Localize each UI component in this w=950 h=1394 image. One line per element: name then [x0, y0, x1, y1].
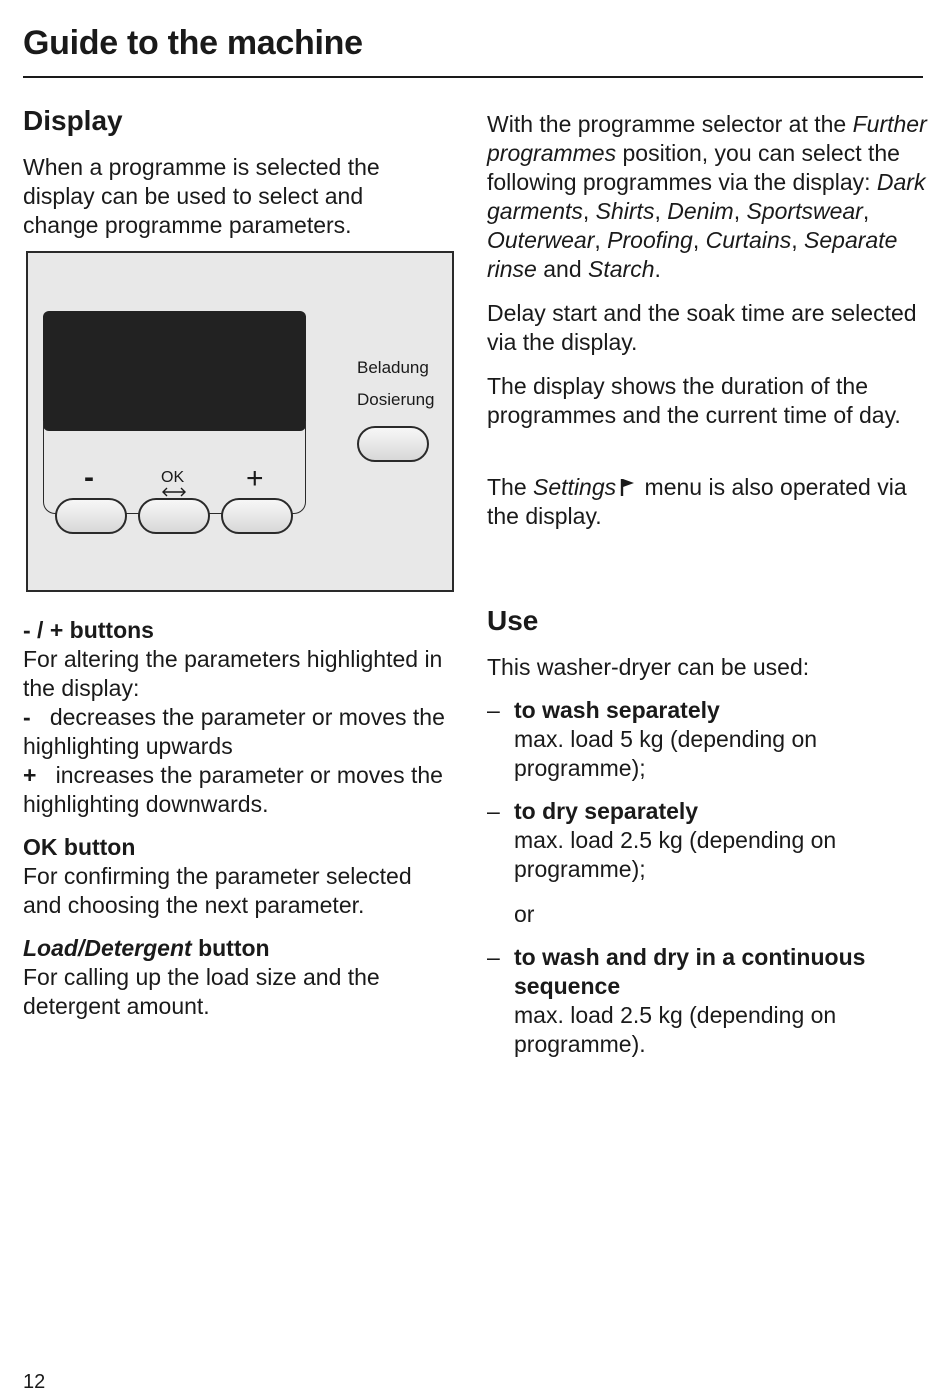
load-heading-rest: button — [191, 935, 270, 961]
settings-t1: The — [487, 474, 534, 500]
display-heading: Display — [23, 105, 123, 136]
further-t1: With the programme selector at the — [487, 111, 853, 137]
minus-symbol: - — [84, 461, 94, 494]
dash-bullet: – — [487, 944, 500, 970]
prog-outerwear: Outerwear — [487, 227, 595, 253]
dash-bullet: – — [487, 798, 500, 824]
further-programmes-term: Further programmes — [487, 111, 927, 166]
buttons-heading: - / + buttons — [23, 617, 154, 643]
display-screen — [43, 311, 306, 431]
sep: , — [692, 227, 706, 253]
plus-desc-text: increases the parameter or moves the highlighting downwards. — [23, 762, 443, 817]
load-label: Beladung — [357, 358, 429, 377]
sep: and — [536, 256, 589, 282]
load-detergent-button[interactable] — [357, 426, 429, 462]
settings-term: Settings — [533, 474, 617, 500]
plus-button[interactable] — [221, 498, 293, 534]
prog-curtains: Curtains — [705, 227, 792, 253]
minus-desc-text: decreases the parameter or moves the highlighting upwards — [23, 704, 445, 759]
use-item — [487, 943, 927, 1059]
use-title: to wash separately — [514, 697, 720, 723]
buttons-intro: For altering the parameters highlighted in the display: — [23, 646, 443, 701]
ok-symbol-label: OK — [161, 469, 185, 486]
settings-text — [487, 473, 927, 531]
sep: , — [654, 198, 668, 224]
use-detail: max. load 2.5 kg (depending on programme). — [514, 1002, 837, 1057]
control-panel-illustration — [26, 251, 454, 592]
use-item — [487, 797, 927, 884]
use-intro: This washer-dryer can be used: — [487, 654, 810, 680]
ok-description: For confirming the parameter selected and choosing the next parameter. — [23, 863, 412, 918]
sep: . — [654, 256, 661, 282]
use-detail: max. load 5 kg (depending on programme); — [514, 726, 818, 781]
prog-denim: Denim — [667, 198, 734, 224]
sep: , — [791, 227, 805, 253]
prog-starch: Starch — [588, 256, 655, 282]
further-programmes-text — [487, 110, 927, 284]
plus-description — [23, 761, 453, 819]
sep: , — [862, 198, 876, 224]
prog-separate-rinse: Separate rinse — [487, 227, 898, 282]
load-heading — [23, 934, 453, 963]
prog-sportswear: Sportswear — [746, 198, 863, 224]
title-divider — [23, 76, 923, 78]
plus-symbol: + — [246, 462, 264, 495]
sep: , — [594, 227, 608, 253]
ok-heading: OK button — [23, 834, 136, 860]
load-heading-italic: Load/Detergent — [23, 935, 192, 961]
page-number: 12 — [23, 1371, 46, 1393]
dash-bullet: – — [487, 697, 500, 723]
use-item — [487, 696, 927, 783]
display-intro: When a programme is selected the display can be used to select and change programme parameters. — [23, 154, 380, 238]
page-title: Guide to the machine — [23, 24, 363, 62]
further-t2: position, you can select the following programmes via the display: — [487, 140, 907, 195]
minus-description — [23, 703, 453, 761]
minus-key: - — [23, 704, 31, 730]
duration-text: The display shows the duration of the programmes and the current time of day. — [487, 373, 901, 428]
plus-key: + — [23, 762, 37, 788]
sep: , — [733, 198, 747, 224]
prog-proofing: Proofing — [607, 227, 693, 253]
minus-button[interactable] — [55, 498, 127, 534]
or-text: or — [514, 901, 535, 927]
delay-text: Delay start and the soak time are selected via the display. — [487, 300, 917, 355]
flag-icon — [616, 475, 638, 495]
ok-button[interactable] — [138, 498, 210, 534]
sep: , — [582, 198, 596, 224]
use-title: to dry separately — [514, 798, 699, 824]
double-arrow-icon — [161, 487, 187, 497]
load-description: For calling up the load size and the detergent amount. — [23, 964, 380, 1019]
prog-dark-garments: Dark garments — [487, 169, 926, 224]
prog-shirts: Shirts — [595, 198, 655, 224]
dosing-label: Dosierung — [357, 390, 435, 409]
use-heading: Use — [487, 605, 539, 636]
use-detail: max. load 2.5 kg (depending on programme); — [514, 827, 837, 882]
settings-t2: menu is also operated via the display. — [487, 474, 914, 529]
use-title: to wash and dry in a continuous sequence — [514, 944, 866, 999]
